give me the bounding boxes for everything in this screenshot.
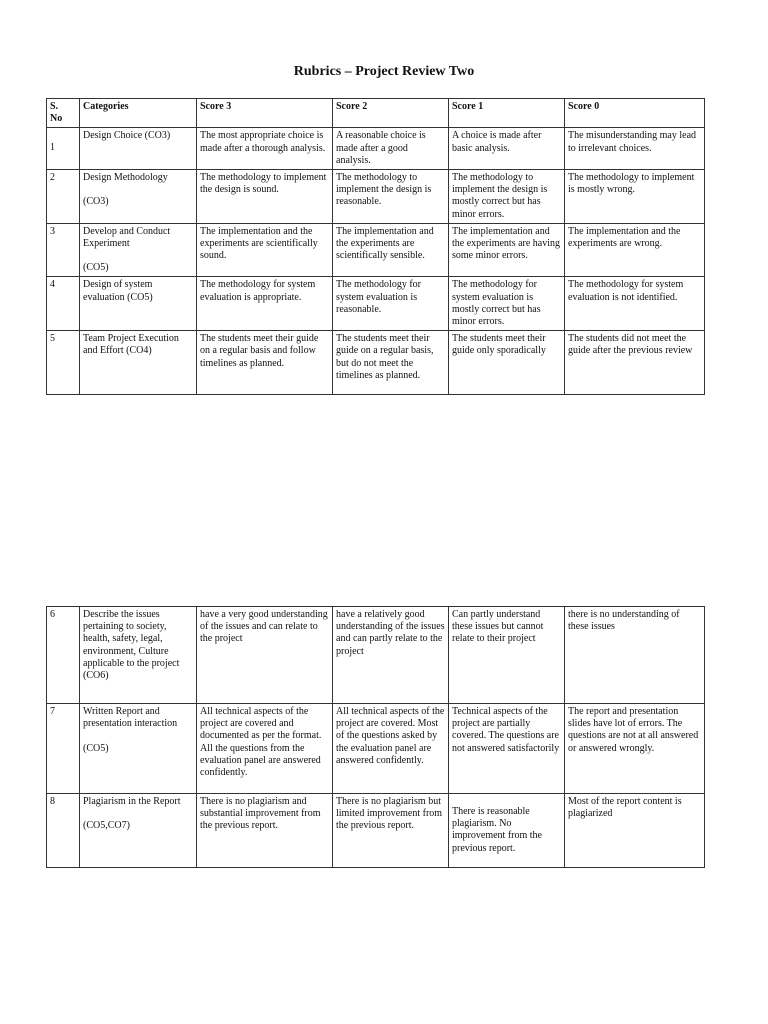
row-score-1: Technical aspects of the project are partially covered. The questions are not answered satisfactorily (449, 704, 565, 794)
row-number: 6 (47, 607, 80, 704)
row-score-0: The report and presentation slides have lot of errors. The questions are not at all answered or answered wrongly. (565, 704, 705, 794)
row-number: 5 (47, 331, 80, 395)
row-number: 3 (47, 223, 80, 277)
row-score-0: there is no understanding of these issues (565, 607, 705, 704)
header-sno: S. No (47, 99, 80, 128)
row-score-3: All technical aspects of the project are covered and documented as per the format. All the questions from the evaluation panel are answered confidently. (197, 704, 333, 794)
table-row (47, 169, 705, 223)
row-number: 2 (47, 169, 80, 223)
row-category: Team Project Execution and Effort (CO4) (80, 331, 197, 395)
row-category: Design Choice (CO3) (80, 128, 197, 170)
row-score-1: The methodology for system evaluation is mostly correct but has minor errors. (449, 277, 565, 331)
row-score-1: There is reasonable plagiarism. No improvement from the previous report. (449, 794, 565, 868)
row-score-0: Most of the report content is plagiarized (565, 794, 705, 868)
table-header-row (47, 99, 705, 128)
row-score-3: The students meet their guide on a regular basis and follow timelines as planned. (197, 331, 333, 395)
row-score-2: The methodology to implement the design is reasonable. (333, 169, 449, 223)
row-category: Design of system evaluation (CO5) (80, 277, 197, 331)
header-score-1: Score 1 (449, 99, 565, 128)
row-score-3: The methodology for system evaluation is appropriate. (197, 277, 333, 331)
row-score-3: have a very good understanding of the issues and can relate to the project (197, 607, 333, 704)
table-row (47, 223, 705, 277)
row-category: Describe the issues pertaining to society, health, safety, legal, environment, Culture applicable to the project (CO6) (80, 607, 197, 704)
row-number: 7 (47, 704, 80, 794)
row-score-2: have a relatively good understanding of the issues and can partly relate to the project (333, 607, 449, 704)
row-score-0: The implementation and the experiments are wrong. (565, 223, 705, 277)
row-score-0: The methodology to implement is mostly wrong. (565, 169, 705, 223)
header-score-3: Score 3 (197, 99, 333, 128)
row-category: Develop and Conduct Experiment (CO5) (80, 223, 197, 277)
row-score-2: The methodology for system evaluation is reasonable. (333, 277, 449, 331)
row-category: Design Methodology (CO3) (80, 169, 197, 223)
row-score-2: All technical aspects of the project are covered. Most of the questions asked by the evaluation panel are answered confidently. (333, 704, 449, 794)
row-score-1: The methodology to implement the design is mostly correct but has minor errors. (449, 169, 565, 223)
row-score-2: The students meet their guide on a regular basis, but do not meet the timelines as planned. (333, 331, 449, 395)
row-score-2: There is no plagiarism but limited improvement from the previous report. (333, 794, 449, 868)
row-score-0: The methodology for system evaluation is not identified. (565, 277, 705, 331)
row-score-3: The most appropriate choice is made after a thorough analysis. (197, 128, 333, 170)
table-row (47, 277, 705, 331)
row-number: 8 (47, 794, 80, 868)
row-score-3: The methodology to implement the design is sound. (197, 169, 333, 223)
row-score-0: The students did not meet the guide after the previous review (565, 331, 705, 395)
row-category: Written Report and presentation interaction (CO5) (80, 704, 197, 794)
row-score-3: There is no plagiarism and substantial improvement from the previous report. (197, 794, 333, 868)
row-score-2: The implementation and the experiments are scientifically sensible. (333, 223, 449, 277)
table-row (47, 794, 705, 868)
row-score-1: The implementation and the experiments are having some minor errors. (449, 223, 565, 277)
rubric-table-part-2 (46, 606, 705, 868)
row-number: 4 (47, 277, 80, 331)
rubric-table-part-1 (46, 98, 705, 395)
row-score-0: The misunderstanding may lead to irrelevant choices. (565, 128, 705, 170)
row-score-1: The students meet their guide only sporadically (449, 331, 565, 395)
table-row (47, 607, 705, 704)
row-category: Plagiarism in the Report (CO5,CO7) (80, 794, 197, 868)
header-categories: Categories (80, 99, 197, 128)
table-row (47, 331, 705, 395)
row-score-1: A choice is made after basic analysis. (449, 128, 565, 170)
row-score-1: Can partly understand these issues but cannot relate to their project (449, 607, 565, 704)
header-score-0: Score 0 (565, 99, 705, 128)
table-row (47, 128, 705, 170)
page-title: Rubrics – Project Review Two (293, 64, 475, 79)
row-number: 1 (47, 128, 80, 170)
row-score-3: The implementation and the experiments are scientifically sound. (197, 223, 333, 277)
header-score-2: Score 2 (333, 99, 449, 128)
table-row (47, 704, 705, 794)
row-score-2: A reasonable choice is made after a good analysis. (333, 128, 449, 170)
